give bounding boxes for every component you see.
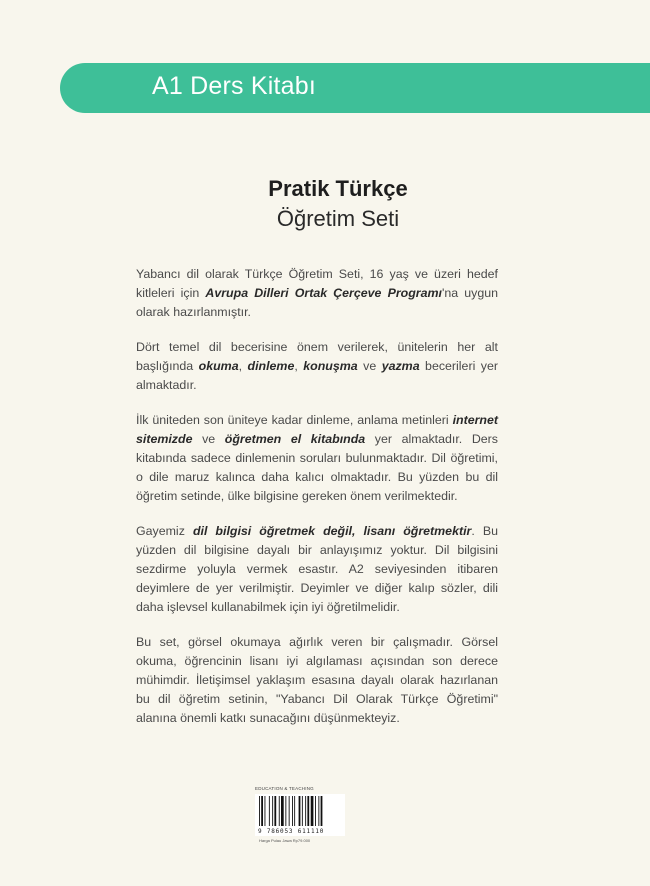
paragraph xyxy=(136,522,498,617)
barcode-bar xyxy=(281,796,284,826)
emphasized-text: dinleme xyxy=(247,359,295,373)
header-banner xyxy=(60,63,650,113)
text-run: Gayemiz xyxy=(136,524,193,538)
emphasized-text: öğretmen el kitabında xyxy=(224,432,366,446)
text-run: becerileri yer almaktadır. xyxy=(136,359,499,392)
book-subtitle: Öğretim Seti xyxy=(276,206,400,231)
book-title: Pratik Türkçe xyxy=(268,176,408,201)
title-block xyxy=(0,176,650,232)
description-body xyxy=(136,265,498,744)
text-run: Dört temel dil becerisine önem verilerek, ünitelerin her alt başlığında xyxy=(136,340,498,373)
text-run: Yabancı dil olarak Türkçe Öğretim Seti, 16 yaş ve üzeri hedef kitleleri için xyxy=(136,267,498,300)
barcode-bar xyxy=(265,796,266,826)
barcode xyxy=(255,794,345,836)
barcode-bar xyxy=(269,796,270,826)
barcode-bar xyxy=(274,796,276,826)
paragraph xyxy=(136,411,498,506)
emphasized-text: yazma xyxy=(381,359,420,373)
barcode-bar xyxy=(261,796,263,826)
text-run: ve xyxy=(357,359,382,373)
text-run: İlk üniteden son üniteye kadar dinleme, anlama metinleri xyxy=(136,413,453,427)
barcode-bar xyxy=(285,796,286,826)
barcode-bar xyxy=(292,796,293,826)
emphasized-text: konuşma xyxy=(303,359,358,373)
barcode-bar xyxy=(299,796,301,826)
paragraph xyxy=(136,633,498,728)
text-run: . Bu yüzden dil bilgisine dayalı bir anlayışımız yoktur. Dil bilgisini sezdirme yoluyla vermek esastır. A2 seviyesinden itibaren deyimlere de yer verilmiştir. Deyimler ve diğer kalıp sözler, dili daha işlevsel kullanabilmek için iyi öğretilmelidir. xyxy=(136,524,499,614)
emphasized-text: Avrupa Dilleri Ortak Çerçeve Programı xyxy=(205,286,442,300)
barcode-bar xyxy=(321,796,323,826)
barcode-bar xyxy=(311,796,314,826)
text-run: , xyxy=(294,359,304,373)
barcode-bar xyxy=(259,796,260,826)
text-run: Bu set, görsel okumaya ağırlık veren bir çalışmadır. Görsel okuma, öğrencinin lisanı iyi algılaması açısından son derece mühimdir. İletişimsel yaklaşım esasına dayalı olarak hazırlanan bu dil öğretim setinin, "Yabancı Dil Olarak Türkçe Öğretimi" alanına önemli katkı sunacağını düşünmekteyiz. xyxy=(136,635,498,725)
isbn-number: 9 786053 611110 xyxy=(258,828,325,835)
barcode-bar xyxy=(302,796,303,826)
category-label: EDUCATION & TEACHING xyxy=(255,786,314,791)
barcode-area xyxy=(255,786,345,843)
barcode-bar xyxy=(318,796,319,826)
emphasized-text: okuma xyxy=(198,359,239,373)
text-run: , xyxy=(238,359,248,373)
text-run: 'na uygun olarak hazırlanmıştır. xyxy=(136,286,498,319)
paragraph xyxy=(136,338,498,395)
barcode-bar xyxy=(279,796,280,826)
barcode-bars xyxy=(255,794,345,828)
emphasized-text: internet sitemizde xyxy=(136,413,498,446)
barcode-bar xyxy=(289,796,290,826)
paragraph xyxy=(136,265,498,322)
banner-label: A1 Ders Kitabı xyxy=(152,72,316,100)
text-run: ve xyxy=(192,432,225,446)
price-label: Harga Pulau Jawa Rp79.000 xyxy=(259,838,311,843)
barcode-bar xyxy=(294,796,295,826)
text-run: yer almaktadır. Ders kitabında sadece dinlemenin soruları bulunmaktadır. Dil öğretimi, o dile maruz kalınca daha kalıcı olmaktadır. Bu yüzden bu dil öğretim setinde, ülke bilgisine gereken önem verilmektedir. xyxy=(136,432,498,503)
barcode-bar xyxy=(305,796,306,826)
barcode-bar xyxy=(272,796,273,826)
emphasized-text: dil bilgisi öğretmek değil, lisanı öğretmektir xyxy=(192,524,472,538)
barcode-bar xyxy=(315,796,316,826)
barcode-bar xyxy=(307,796,309,826)
